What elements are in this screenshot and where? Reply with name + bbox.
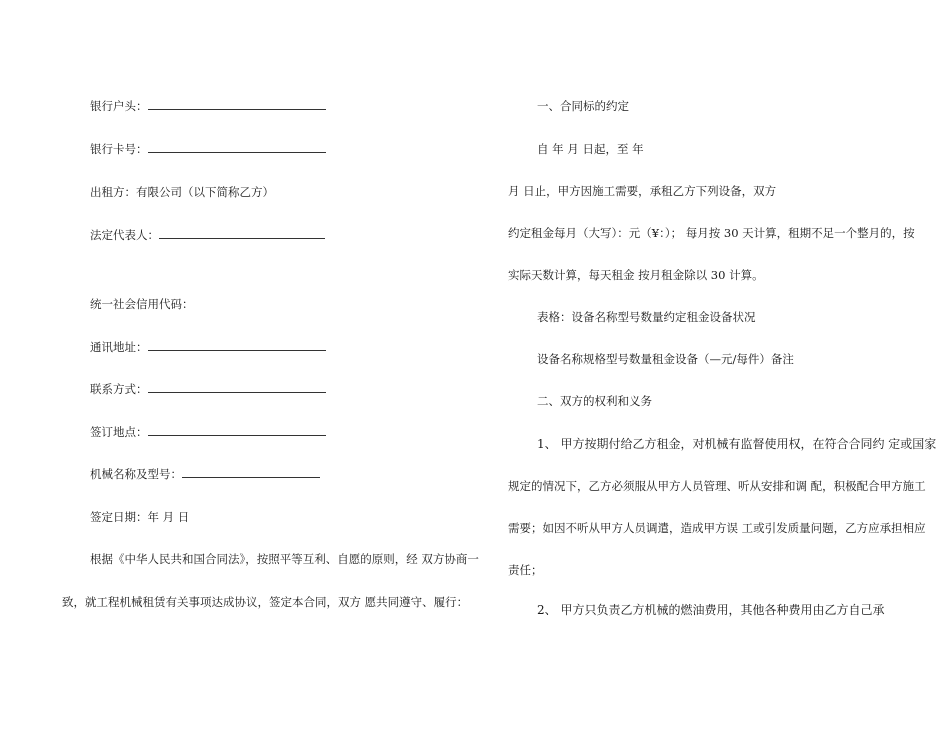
sign-place-blank: [148, 425, 326, 436]
sign-place-field: [90, 425, 326, 439]
section-2-title: 二、双方的权利和义务: [537, 394, 652, 408]
item-1-line-1: 1、 甲方按期付给乙方租金，对机械有监督使用权，在符合合同约 定或国家: [537, 437, 937, 451]
contact-field: [90, 382, 326, 396]
bank-card-label: 银行卡号：: [90, 142, 148, 156]
credit-code-label: 统一社会信用代码：: [90, 297, 194, 311]
rent-paragraph-line-2: 约定租金每月（大写）：元（¥：）； 每月按 30 天计算，租期不足一个整月的，按: [508, 226, 915, 240]
address-blank: [148, 340, 326, 351]
machine-blank: [182, 467, 320, 478]
item-1-line-4: 责任；: [508, 563, 543, 577]
item-2-line-1: 2、 甲方只负责乙方机械的燃油费用，其他各种费用由乙方自己承: [537, 603, 885, 617]
machine-field: [90, 467, 320, 481]
intro-line-2: 致，就工程机械租赁有关事项达成协议，签定本合同，双方 愿共同遵守、履行：: [62, 595, 469, 609]
item-1-line-2: 规定的情况下，乙方必须服从甲方人员管理、听从安排和调 配，积极配合甲方施工: [508, 479, 926, 493]
address-field: [90, 340, 326, 354]
bank-account-name-field: [90, 99, 326, 113]
item-1-line-3: 需要；如因不听从甲方人员调遣，造成甲方误 工或引发质量问题，乙方应承担相应: [508, 521, 926, 535]
legal-rep-blank: [159, 228, 325, 239]
bank-card-blank: [148, 142, 326, 153]
rent-paragraph-line-3: 实际天数计算，每天租金 按月租金除以 30 计算。: [508, 268, 764, 282]
lessor-line: 出租方：有限公司（以下简称乙方）: [90, 185, 274, 199]
rent-paragraph-line-1: 月 日止，甲方因施工需要，承租乙方下列设备，双方: [508, 184, 777, 198]
bank-account-name-label: 银行户头：: [90, 99, 148, 113]
address-label: 通讯地址：: [90, 340, 148, 354]
bank-account-name-blank: [148, 99, 326, 110]
sign-date-line: 签定日期：年 月 日: [90, 510, 190, 524]
date-range-line: 自 年 月 日起，至 年: [537, 142, 644, 156]
contact-blank: [148, 382, 326, 393]
bank-card-field: [90, 142, 326, 156]
contact-label: 联系方式：: [90, 382, 148, 396]
legal-rep-field: [90, 228, 325, 242]
table-caption-line-2: 设备名称规格型号数量租金设备（—元/每件）备注: [537, 352, 794, 366]
machine-label: 机械名称及型号：: [90, 467, 182, 481]
sign-place-label: 签订地点：: [90, 425, 148, 439]
intro-line-1: 根据《中华人民共和国合同法》，按照平等互利、自愿的原则，经 双方协商一: [90, 552, 479, 566]
section-1-title: 一、合同标的约定: [537, 99, 629, 113]
table-caption-line-1: 表格：设备名称型号数量约定租金设备状况: [537, 310, 756, 324]
legal-rep-label: 法定代表人：: [90, 228, 159, 242]
